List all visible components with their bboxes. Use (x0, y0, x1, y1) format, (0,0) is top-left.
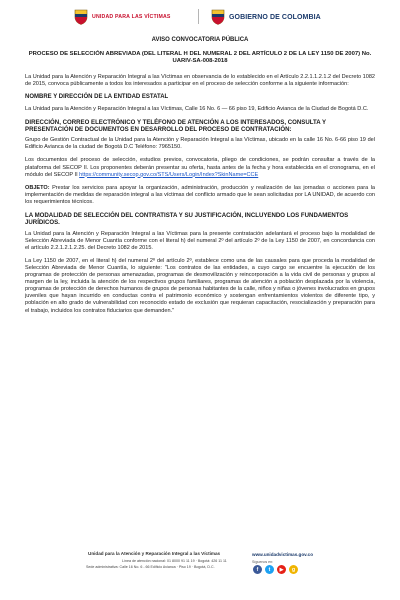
colombia-shield-icon (74, 9, 88, 25)
footer-address-line: Sede administrativa: Calle 16 No. 6 - 66 Edificio Avianca · Piso 19 · Bogotá, D.C. (86, 565, 215, 569)
gobierno-colombia-logo-text: GOBIERNO DE COLOMBIA (229, 13, 321, 21)
documentos-paragraph (25, 157, 375, 178)
social-icons (253, 565, 298, 574)
secop-link[interactable]: https://community.secop.gov.co/STS/Users/Login/Index?SkinName=CCE (79, 171, 259, 178)
section-heading-entidad: NOMBRE Y DIRECCIÓN DE LA ENTIDAD ESTATAL (25, 94, 169, 101)
grupo-gestion-paragraph: Grupo de Gestión Contractual de la Unidad para la Atención y Reparación Integral a las Víctimas, ubicado en la calle 16 No. 6-66 piso 19 del Edificio Avianca de la ciudad de Bogotá D.C Teléfono: 7965150. (25, 137, 375, 151)
footer-website[interactable]: www.unidadvictimas.gov.co (252, 552, 314, 557)
unidad-victimas-logo-text: UNIDAD PARA LAS VÍCTIMAS (92, 14, 171, 20)
intro-paragraph: La Unidad para la Atención y Reparación Integral a las Víctimas en observancia de lo establecido en el Artículo 2.2.1.1.2.1.2 del Decreto 1082 de 2015, convoca públicamente a todos los interesados a participar en el proceso de selección conforme a la siguiente información: (25, 74, 375, 88)
footer-phone-line: Línea de atención nacional: 01 8000 91 11 19 · Bogotá: 426 11 11 (122, 559, 227, 563)
ley-1150-paragraph: La Ley 1150 de 2007, en el literal h) del numeral 2º del artículo 2º, establece como una de las causales para que proceda la modalidad de Selección Abreviada de Menor Cuantía, lo siguiente: "Los contratos de las entidades, a cuyo cargo se encuentre la ejecución de los programas de protección de personas amenazadas, programas de desmovilización y reincorporación a la vida civil de personas y grupos al margen de la ley, incluida la atención de los respectivos grupos familiares, programas de atención a población desplazada por la violencia, programas de protección de derechos humanos de grupos de personas habitantes de la calle, niños y niñas o jóvenes involucrados en grupos juveniles que hayan incurrido en conductas contra el patrimonio económico y sostengan enfrentamientos violentos de diferente tipo, y población en alto grado de vulnerabilidad con reconocido estado de exclusión que requieran capacitación, resocialización y preparación para el trabajo, incluidos los contratos fiduciarios que demanden." (25, 257, 375, 314)
document-title: AVISO CONVOCATORIA PÚBLICA (151, 37, 249, 43)
facebook-icon[interactable]: f (253, 565, 262, 574)
objeto-text: Prestar los servicios para apoyar la organización, administración, producción y realización de las jornadas o acciones para la implementación de medidas de reparación integral a las víctimas del conflicto armado que le sean solicitadas por LA UNIDAD, de acuerdo con los requerimientos técnicos. (25, 184, 376, 205)
footer-entity-name: Unidad para la Atención y Reparación Integral a las Víctimas (88, 551, 221, 556)
unidad-victimas-logo (74, 9, 171, 25)
modalidad-paragraph: La Unidad para la Atención y Reparación Integral a las Víctimas para la presente contratación adelantará el proceso bajo la modalidad de Selección Abreviada de Menor Cuantía conforme con el literal h) del numeral 2º del artículo 2º de la Ley 1150 de 2007, en concordancia con el artículo 2.2.1.2.1.2.25. del Decreto 1082 de 2015. (25, 230, 375, 251)
page-footer (0, 551, 400, 600)
objeto-paragraph (25, 185, 375, 206)
logo-divider (198, 9, 199, 24)
footer-follow-label: Síguenos en: (252, 560, 274, 564)
entidad-paragraph: La Unidad para la Atención y Reparación Integral a las Víctimas, Calle 16 No. 6 — 66 piso 19, Edificio Avianca de la Ciudad de Bogotá D.C. (25, 105, 369, 112)
page-header (0, 0, 400, 34)
twitter-icon[interactable]: t (265, 565, 274, 574)
social-other-icon[interactable]: g (289, 565, 298, 574)
youtube-icon[interactable]: ▶ (277, 565, 286, 574)
documentos-text: Los documentos del proceso de selección, estudios previos, convocatoria, pliego de condiciones, se podrán consultar a través de la plataforma del SECOP II. Los proponentes deberán presentar su oferta, hasta antes de la fecha y hora establecida en el cronograma, en el módulo del SECOP II (25, 157, 375, 178)
section-heading-direccion: DIRECCIÓN, CORREO ELECTRÓNICO Y TELÉFONO DE ATENCIÓN A LOS INTERESADOS, CONSULTA Y PRESENTACIÓN DE DOCUMENTOS EN DESARROLLO DEL PROCESO DE CONTRATACIÓN: (25, 118, 326, 133)
section-heading-modalidad: LA MODALIDAD DE SELECCIÓN DEL CONTRATISTA Y SU JUSTIFICACIÓN, INCLUYENDO LOS FUNDAMENTOS JURÍDICOS. (25, 212, 349, 227)
document-subtitle: PROCESO DE SELECCIÓN ABREVIADA (DEL LITERAL H DEL NUMERAL 2 DEL ARTÍCULO 2 DE LA LEY 1150 DE 2007) No. UARIV-SA-008-2018 (28, 51, 372, 65)
document-body (25, 37, 375, 321)
colombia-shield-icon (211, 9, 225, 25)
objeto-label: OBJETO: (25, 184, 50, 191)
gobierno-colombia-logo (211, 9, 321, 25)
